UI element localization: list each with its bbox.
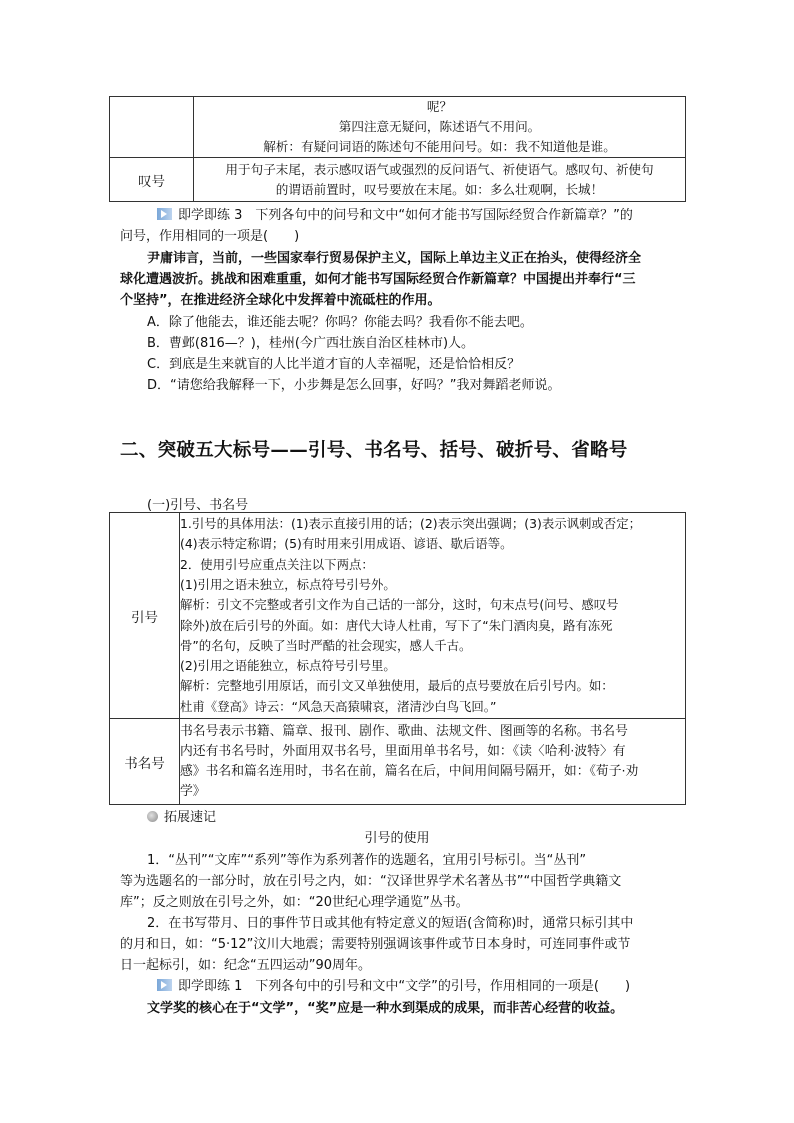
bullet-icon bbox=[147, 811, 158, 822]
option-d: D．“请您给我解释一下，小步舞是怎么回事，好吗？”我对舞蹈老师说。 bbox=[147, 378, 561, 393]
punctuation-table-question-exclamation bbox=[109, 96, 686, 202]
text-line: 解析：有疑问词语的陈述句不能用问号。如：我不知道他是谁。 bbox=[263, 139, 616, 154]
exercise-1-title: 即学即练 1 下列各句中的引号和文中“文学”的引号，作用相同的一项是( ) bbox=[157, 975, 630, 994]
option-c: C．到底是生来就盲的人比半道才盲的人幸福呢，还是恰恰相反？ bbox=[147, 357, 521, 372]
text-line: (4)表示特定称谓；(5)有时用来引用成语、谚语、歇后语等。 bbox=[180, 536, 513, 552]
expand-paragraph-line: 的月和日，如：“5·12”汶川大地震；需要特别强调该事件或节日本身时，可连同事件或节 bbox=[120, 937, 631, 952]
text-line: 解析：完整地引用原话，而引文又单独使用，最后的点号要放在后引号内。如： bbox=[180, 678, 614, 694]
text-line: 书名号表示书籍、篇章、报刊、剧作、歌曲、法规文件、图画等的名称。书名号 bbox=[180, 723, 628, 739]
play-arrow-icon bbox=[157, 979, 172, 991]
exercise-3-passage-line: 尹庸讳言，当前，一些国家奉行贸易保护主义，国际上单边主义正在抬头，使得经济全 bbox=[147, 251, 642, 266]
text-line: 骨”的名句，反映了当时严酷的社会现实，感人千古。 bbox=[180, 637, 472, 653]
section-heading: 二、突破五大标号——引号、书名号、括号、破折号、省略号 bbox=[120, 440, 628, 461]
text-line: (2)引用之语能独立，标点符号引号里。 bbox=[180, 658, 396, 674]
expand-heading: 引号的使用 bbox=[364, 831, 430, 846]
table1-empty-label-cell bbox=[110, 97, 194, 158]
exercise-3-passage-line: 球化遭遇波折。挑战和困难重重，如何才能书写国际经贸合作新篇章？中国提出并奉行“三 bbox=[120, 272, 636, 287]
text-line: 内还有书名号时，外面用双书名号，里面用单书名号，如：《读〈哈利·波特〉有 bbox=[180, 743, 626, 759]
table1-row2-content bbox=[194, 158, 686, 202]
text-line: 学》 bbox=[180, 783, 206, 799]
text-line: 呢？ bbox=[426, 99, 453, 114]
option-a: A．除了他能去，谁还能去呢？你吗？你能去吗？我看你不能去吧。 bbox=[147, 315, 533, 330]
exercise-3-title-line2: 问号，作用相同的一项是( ) bbox=[120, 229, 300, 244]
expand-notes-label: 拓展速记 bbox=[147, 806, 216, 825]
text-line: 感》书名和篇名连用时，书名在前，篇名在后，中间用间隔号隔开，如：《荀子·劝 bbox=[180, 763, 639, 779]
table2-row1-content bbox=[180, 513, 686, 719]
exercise-3-passage-line: 个坚持”，在推进经济全球化中发挥着中流砥柱的作用。 bbox=[120, 293, 441, 308]
table1-row1-content bbox=[194, 97, 686, 158]
subsection-heading: (一)引号、书名号 bbox=[147, 498, 249, 513]
row-label-title-marks: 书名号 bbox=[110, 719, 180, 805]
text-line: 杜甫《登高》诗云：“风急天高猿啸哀，渚清沙白鸟飞回。” bbox=[180, 698, 497, 714]
text-line: 2．使用引号应重点关注以下两点： bbox=[180, 556, 374, 572]
expand-paragraph-line: 2．在书写带月、日的事件节日或其他有特定意义的短语(含简称)时，通常只标引其中 bbox=[147, 916, 634, 931]
exercise-1-passage: 文学奖的核心在于“文学”，“奖”应是一种水到渠成的成果，而非苦心经营的收益。 bbox=[147, 1001, 624, 1016]
expand-paragraph-line: 日一起标引，如：纪念“五四运动”90周年。 bbox=[120, 958, 372, 973]
text-line: 第四注意无疑问，陈述语气不用问。 bbox=[338, 119, 541, 134]
expand-paragraph-line: 等为选题名的一部分时，放在引号之内，如：“汉译世界学术名著丛书”“中国哲学典籍文 bbox=[120, 874, 622, 889]
play-arrow-icon bbox=[157, 208, 172, 220]
expand-paragraph-line: 库”；反之则放在引号之外，如：“20世纪心理学通览”丛书。 bbox=[120, 895, 469, 910]
text-line: 1.引号的具体用法：(1)表示直接引用的话；(2)表示突出强调；(3)表示讽刺或否定； bbox=[180, 516, 641, 532]
exercise-3-title-line1: 即学即练 3 下列各句中的问号和文中“如何才能书写国际经贸合作新篇章？”的 bbox=[157, 204, 633, 223]
punctuation-table-quotes-titles bbox=[109, 512, 686, 805]
text-line: 解析：引文不完整或者引文作为自己话的一部分，这时，句末点号(问号、感叹号 bbox=[180, 597, 619, 613]
expand-paragraph-line: 1．“丛刊”“文库”“系列”等作为系列著作的选题名，宜用引号标引。当“丛刊” bbox=[147, 853, 587, 868]
option-b: B．曹邺(816—？)，桂州(今广西壮族自治区桂林市)人。 bbox=[147, 336, 475, 351]
text-line: 除外)放在后引号的外面。如：唐代大诗人杜甫，写下了“朱门酒肉臭，路有冻死 bbox=[180, 617, 613, 633]
row-label-quotation-marks: 引号 bbox=[110, 513, 180, 719]
table2-row2-content bbox=[180, 719, 686, 805]
text-line: (1)引用之语未独立，标点符号引号外。 bbox=[180, 576, 396, 592]
text-line: 用于句子末尾，表示感叹语气或强烈的反问语气、祈使语气。感叹句、祈使句 bbox=[225, 161, 654, 177]
text-line: 的谓语前置时，叹号要放在末尾。如：多么壮观啊，长城！ bbox=[275, 181, 604, 197]
row-label-exclamation: 叹号 bbox=[110, 158, 194, 202]
